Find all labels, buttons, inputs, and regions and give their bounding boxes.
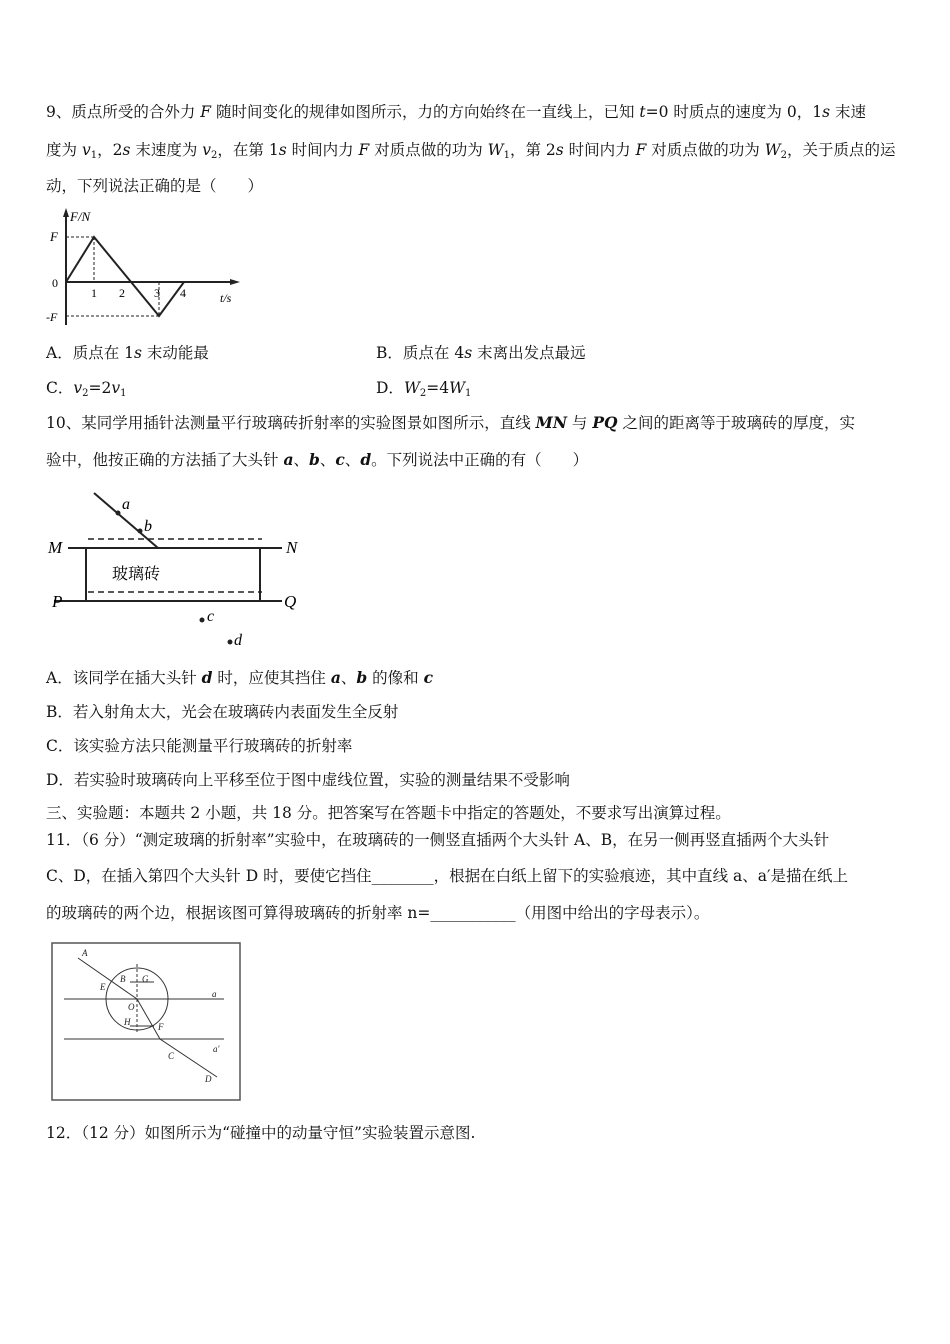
q9-option-b	[376, 343, 586, 363]
text-segment: v	[202, 141, 212, 159]
text-segment: W	[764, 141, 781, 159]
text-segment: 、	[319, 451, 336, 469]
text-segment: ，关于质点的运	[787, 141, 896, 159]
text-segment: C、D，在插入第四个大头针 D 时，要使它挡住________，根据在白纸上留下的实验痕迹，其中直线 a、a′是描在纸上	[46, 867, 848, 885]
label-a: a	[212, 989, 217, 999]
text-segment: 2	[211, 150, 218, 161]
text-segment: 对质点做的功为	[369, 141, 488, 159]
text-segment: 1	[465, 388, 472, 399]
text-segment: v	[73, 379, 83, 397]
text-segment: d	[360, 450, 372, 469]
text-segment: W	[403, 379, 420, 397]
q11-line-2	[46, 866, 848, 886]
text-segment: ，2	[97, 141, 123, 159]
text-segment: 对质点做的功为	[646, 141, 765, 159]
text-segment: v	[111, 379, 121, 397]
text-segment: 2	[780, 150, 788, 161]
text-segment: ，在第 1	[217, 141, 279, 159]
text-segment: D．若实验时玻璃砖向上平移至位于图中虚线位置，实验的测量结果不受影响	[46, 771, 570, 789]
q10-option-d	[46, 770, 570, 790]
text-segment: D．	[376, 379, 404, 397]
y-axis-label: F/N	[70, 209, 91, 224]
text-segment: c	[335, 450, 345, 469]
q9-line-3	[46, 176, 263, 196]
text-segment: 随时间变化的规律如图所示，力的方向始终在一直线上，已知	[211, 103, 640, 121]
tick-4: 4	[180, 286, 186, 300]
tick-2: 2	[119, 286, 125, 300]
text-segment: 验中，他按正确的方法插了大头针	[46, 451, 284, 469]
tick-3: 3	[154, 286, 160, 300]
label-E: E	[100, 982, 106, 992]
text-segment: s	[133, 344, 142, 362]
q10-option-a	[46, 668, 433, 688]
text-segment: B．质点在 4	[376, 344, 465, 362]
q9-line-1	[46, 102, 866, 122]
text-segment: 时间内力	[563, 141, 636, 159]
text-segment: =2	[88, 379, 112, 397]
q11-line-3	[46, 903, 709, 923]
label-d: d	[234, 632, 242, 649]
text-segment: 1	[503, 150, 510, 161]
origin-label: 0	[52, 276, 58, 290]
text-segment: A．质点在 1	[46, 344, 134, 362]
label-p: P	[52, 592, 63, 611]
q10-line-2	[46, 450, 588, 470]
f-neg-label: -F	[46, 310, 58, 324]
text-segment: PQ	[592, 413, 618, 432]
label-c: c	[207, 608, 215, 625]
q9-option-d	[376, 378, 471, 404]
text-segment: t	[639, 103, 646, 121]
label-a: a	[122, 496, 130, 513]
text-segment: 9、质点所受的合外力	[46, 103, 201, 121]
text-segment: C．该实验方法只能测量平行玻璃砖的折射率	[46, 737, 353, 755]
text-segment: 的玻璃砖的两个边，根据该图可算得玻璃砖的折射率 n=___________（用图中给出的字母表示）。	[46, 904, 710, 922]
label-A: A	[82, 948, 88, 958]
text-segment: 10、某同学用插针法测量平行玻璃砖折射率的实验图景如图所示，直线	[46, 414, 536, 432]
text-segment: 1	[120, 388, 127, 399]
text-segment: 之间的距离等于玻璃砖的厚度，实	[617, 414, 855, 432]
q10-option-b	[46, 702, 398, 722]
text-segment: 末速	[830, 103, 866, 121]
label-D: D	[205, 1074, 212, 1084]
text-segment: W	[487, 141, 504, 159]
q9-line-2	[46, 140, 896, 166]
text-segment: 时间内力	[286, 141, 359, 159]
q11-line-1	[46, 830, 829, 850]
text-segment: s	[122, 141, 131, 159]
q9-force-time-graph	[44, 205, 244, 330]
text-segment: 11．（6 分）“测定玻璃的折射率”实验中，在玻璃砖的一侧竖直插两个大头针 A、B，在另一侧再竖直插两个大头针	[46, 831, 830, 849]
label-m: M	[48, 538, 63, 557]
text-segment: s	[555, 141, 564, 159]
text-segment: 与	[566, 414, 593, 432]
q9-option-c	[46, 378, 127, 404]
text-segment: a	[330, 668, 341, 687]
label-H: H	[124, 1017, 131, 1027]
text-segment: 2	[82, 388, 89, 399]
q9-option-a	[46, 343, 209, 363]
text-segment: 、	[344, 451, 361, 469]
text-segment: 的像和	[367, 669, 424, 687]
section-3-heading	[46, 803, 731, 823]
q10-option-c	[46, 736, 352, 756]
text-segment: 末动能最	[141, 344, 209, 362]
text-segment: 三、实验题：本题共 2 小题，共 18 分。把答案写在答题卡中指定的答题处，不要求写出演算过程。	[46, 804, 731, 822]
text-segment: 12．（12 分）如图所示为“碰撞中的动量守恒”实验装置示意图.	[46, 1124, 476, 1142]
q12-line-1	[46, 1123, 475, 1143]
text-segment: s	[822, 103, 831, 121]
text-segment: a	[283, 450, 294, 469]
text-segment: 末速度为	[130, 141, 203, 159]
label-C: C	[168, 1051, 175, 1061]
text-segment: d	[201, 668, 213, 687]
text-segment: b	[309, 450, 320, 469]
label-n: N	[286, 538, 298, 557]
text-segment: B．若入射角太大，光会在玻璃砖内表面发生全反射	[46, 703, 399, 721]
label-F: F	[158, 1022, 164, 1032]
text-segment: W	[449, 379, 466, 397]
text-segment: A．该同学在插大头针	[46, 669, 202, 687]
text-segment: MN	[535, 413, 567, 432]
text-segment: F	[358, 141, 370, 159]
text-segment: 度为	[46, 141, 82, 159]
text-segment: 1	[90, 150, 98, 161]
q10-glass-brick-diagram	[40, 485, 310, 650]
text-segment: ，第 2	[509, 141, 556, 159]
text-segment: v	[81, 141, 91, 159]
q10-line-1	[46, 413, 855, 433]
label-q: Q	[284, 592, 297, 611]
tick-1: 1	[91, 286, 97, 300]
text-segment: 、	[340, 669, 357, 687]
text-segment: 。下列说法中正确的有（ ）	[371, 451, 589, 469]
text-segment: 、	[293, 451, 309, 469]
text-segment: 2	[419, 388, 427, 399]
text-segment: c	[423, 668, 434, 687]
label-B: B	[120, 974, 126, 984]
f-pos-label: F	[50, 229, 58, 244]
text-segment: s	[278, 141, 287, 159]
text-segment: C．	[46, 379, 74, 397]
x-axis-label: t/s	[220, 291, 232, 305]
text-segment: 时，应使其挡住	[212, 669, 331, 687]
label-a-prime: a′	[213, 1044, 220, 1054]
label-b: b	[144, 518, 152, 535]
q11-refraction-diagram	[50, 942, 242, 1102]
glass-label: 玻璃砖	[112, 566, 161, 583]
text-segment: =4	[426, 379, 450, 397]
label-O: O	[128, 1002, 135, 1012]
text-segment: F	[635, 141, 647, 159]
text-segment: F	[200, 103, 212, 121]
text-segment: b	[356, 668, 368, 687]
text-segment: =0 时质点的速度为 0，1	[645, 103, 823, 121]
label-G: G	[142, 974, 149, 984]
text-segment: 动，下列说法正确的是（ ）	[46, 177, 264, 195]
text-segment: s	[464, 344, 473, 362]
text-segment: 末离出发点最远	[472, 344, 586, 362]
